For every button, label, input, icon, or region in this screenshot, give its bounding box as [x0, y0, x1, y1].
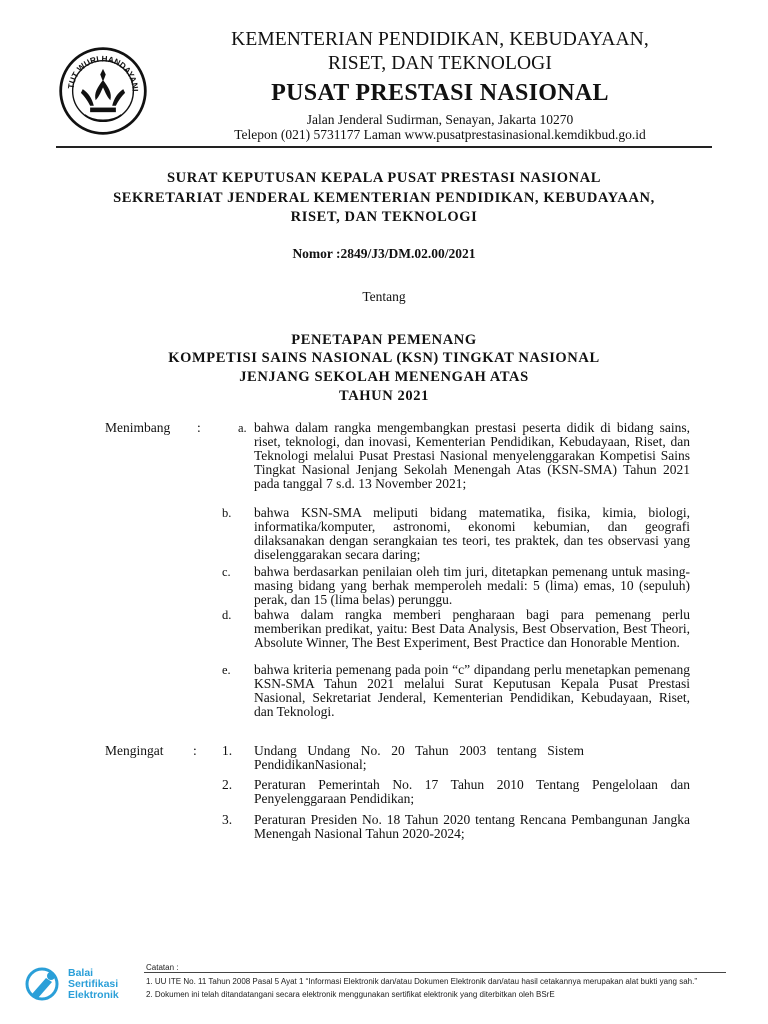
menimbang-marker-c: c.: [222, 565, 231, 579]
bsre-label-1: Balai: [68, 967, 94, 979]
agency-contact: Telepon (021) 5731177 Laman www.pusatprestasinasional.kemdikbud.go.id: [234, 127, 646, 142]
mengingat-label: Mengingat: [105, 743, 164, 758]
bsre-logo-icon: [24, 966, 64, 1002]
footer-divider: [144, 972, 726, 973]
decree-title-line-1: SURAT KEPUTUSAN KEPALA PUSAT PRESTASI NASIONAL: [166, 170, 602, 186]
menimbang-marker-b: b.: [222, 506, 232, 520]
ministry-line-2: RISET, DAN TEKNOLOGI: [328, 53, 552, 74]
menimbang-marker-a: a.: [238, 421, 247, 435]
mengingat-marker-3: 3.: [222, 812, 233, 827]
menimbang-marker-e: e.: [222, 663, 231, 677]
decree-title-line-2: SEKRETARIAT JENDERAL KEMENTERIAN PENDIDIKAN, KEBUDAYAAN,: [113, 190, 655, 206]
menimbang-item-a: bahwa dalam rangka mengembangkan prestasi peserta didik di bidang sains, riset, teknologi, dan inovasi, Kementerian Pendidikan, Kebudayaan, Riset, dan Teknologi melalui Pusat Prestasi Nasional menyelenggarakan Kompetisi Sains Tingkat Nasional Jenjang Sekolah Menengah Atas (KSN-SMA) Tahun 2021 pada tanggal 7 s.d. 13 November 2021;: [254, 420, 690, 491]
bsre-label-2: Sertifikasi: [68, 978, 119, 990]
agency-name: PUSAT PRESTASI NASIONAL: [271, 80, 609, 106]
tut-wuri-handayani-logo: [57, 45, 149, 137]
menimbang-item-b: bahwa KSN-SMA meliputi bidang matematika, fisika, kimia, biologi, informatika/komputer, astronomi, ekonomi kebumian, dan geografi dilaksanakan dengan serangkaian tes teori, tes praktek, dan tes observasi yang diselenggarakan secara daring;: [254, 505, 690, 562]
ministry-line-1: KEMENTERIAN PENDIDIKAN, KEBUDAYAAN,: [231, 29, 649, 50]
bsre-label-3: Elektronik: [68, 989, 119, 1001]
mengingat-item-2: Peraturan Pemerintah No. 17 Tahun 2010 Tentang Pengelolaan dan Penyelenggaraan Pendidikan;: [254, 777, 690, 806]
decree-title-line-3: RISET, DAN TEKNOLOGI: [290, 209, 478, 225]
agency-address: Jalan Jenderal Sudirman, Senayan, Jakarta 10270: [306, 112, 574, 127]
header-divider: [56, 146, 712, 148]
menimbang-label: Menimbang: [105, 420, 171, 435]
subject-line-3: JENJANG SEKOLAH MENENGAH ATAS: [239, 369, 529, 385]
menimbang-item-e: bahwa kriteria pemenang pada poin “c” dipandang perlu menetapkan pemenang KSN-SMA Tahun 2021 melalui Surat Keputusan Kepala Pusat Prestasi Nasional, Sekretariat Jenderal, Kementerian Pendidikan, Kebudayaan, Riset, dan Teknologi.: [254, 662, 690, 719]
decree-number: Nomor :2849/J3/DM.02.00/2021: [292, 246, 476, 261]
footer-note-2: 2. Dokumen ini telah ditandatangani secara elektronik menggunakan sertifikat elektronik yang diterbitkan oleh BSrE: [146, 990, 555, 999]
catatan-label: Catatan :: [146, 963, 179, 972]
footer-note-1: 1. UU ITE No. 11 Tahun 2008 Pasal 5 Ayat 1 “Informasi Elektronik dan/atau Dokumen Elektronik dan/atau hasil cetakannya merupakan alat bukti yang sah.”: [146, 977, 697, 986]
menimbang-item-d: bahwa dalam rangka memberi pengharaan bagi para pemenang perlu memberikan predikat, yaitu: Best Data Analysis, Best Observation, Best Theori, Absolute Winner, The Best Experiment, Best Practice dan Honorable Mention.: [254, 607, 690, 650]
subject-line-1: PENETAPAN PEMENANG: [291, 332, 477, 348]
menimbang-item-c: bahwa berdasarkan penilaian oleh tim juri, ditetapkan pemenang untuk masing-masing bidang yang berhak memperoleh medali: 5 (lima) emas, 10 (sepuluh) perak, dan 15 (lima belas) perunggu.: [254, 564, 690, 607]
tentang-label: Tentang: [362, 289, 406, 304]
mengingat-colon: :: [193, 743, 197, 758]
menimbang-colon: :: [197, 420, 201, 435]
mengingat-item-1: Undang Undang No. 20 Tahun 2003 tentang Sistem PendidikanNasional;: [254, 743, 584, 772]
menimbang-marker-d: d.: [222, 608, 232, 622]
subject-line-2: KOMPETISI SAINS NASIONAL (KSN) TINGKAT NASIONAL: [168, 350, 600, 366]
mengingat-marker-2: 2.: [222, 777, 233, 792]
logo-motto-text: TUT WURI HANDAYANI: [66, 54, 140, 92]
mengingat-item-3: Peraturan Presiden No. 18 Tahun 2020 tentang Rencana Pembangunan Jangka Menengah Nasional Tahun 2020-2024;: [254, 812, 690, 841]
mengingat-marker-1: 1.: [222, 743, 233, 758]
subject-line-4: TAHUN 2021: [339, 388, 429, 404]
